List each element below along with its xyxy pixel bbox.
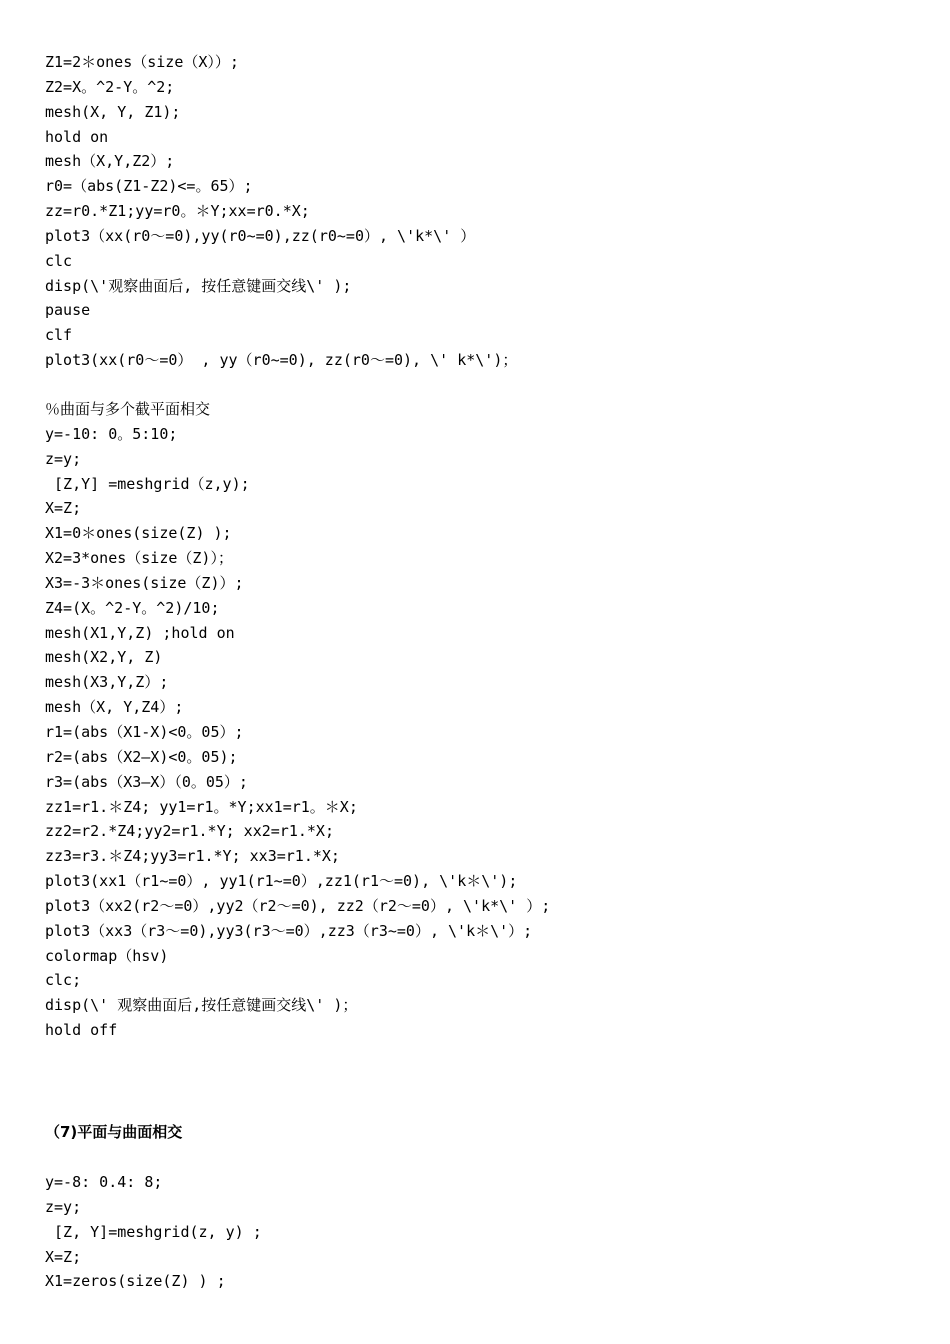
code-line: ％曲面与多个截平面相交	[45, 400, 211, 418]
code-line: y=-10: 0。5:10;	[45, 424, 178, 443]
section-heading: （7)平面与曲面相交	[45, 1123, 183, 1141]
code-line: plot3（xx2(r2～=0）,yy2（r2～=0), zz2（r2～=0）, \'k*\' ）;	[45, 896, 551, 915]
code-line: Z1=2＊ones（size（X））;	[45, 53, 239, 71]
code-line: Z4=(X。^2-Y。^2)/10;	[45, 598, 220, 617]
code-line: mesh(X3,Y,Z）;	[45, 673, 169, 692]
code-line: mesh(X2,Y, Z)	[45, 648, 163, 667]
code-line: [Z,Y] =meshgrid（z,y);	[45, 474, 250, 493]
code-line: zz3=r3.＊Z4;yy3=r1.*Y; xx3=r1.*X;	[45, 847, 340, 866]
code-line: z=y;	[45, 1197, 82, 1216]
code-line: clc;	[45, 971, 82, 990]
code-line: zz=r0.*Z1;yy=r0。＊Y;xx=r0.*X;	[45, 202, 310, 221]
code-line: r3=(abs（X3—X）（0。05）;	[45, 772, 248, 791]
code-line: hold on	[45, 127, 109, 146]
code-line: y=-8: 0.4: 8;	[45, 1173, 163, 1191]
code-line: r2=(abs（X2—X)<0。05);	[45, 747, 238, 766]
code-line: X1=0＊ones(size(Z) );	[45, 524, 232, 543]
code-line: r1=(abs（X1-X)<0。05）;	[45, 722, 244, 741]
code-line: zz2=r2.*Z4;yy2=r1.*Y; xx2=r1.*X;	[45, 822, 334, 841]
code-line: X1=zeros(size(Z) ) ;	[45, 1272, 226, 1291]
code-line: disp(\' 观察曲面后,按任意键画交线\' )；	[45, 996, 358, 1015]
code-line: hold off	[45, 1021, 118, 1040]
code-line: disp(\'观察曲面后, 按任意键画交线\' );	[45, 276, 352, 295]
code-block-multiple-section-planes	[45, 397, 550, 1043]
code-line: pause	[45, 301, 91, 320]
code-block-plane-surface-intersection	[45, 1170, 262, 1294]
code-line: colormap（hsv)	[45, 946, 169, 965]
code-line: Z2=X。^2-Y。^2;	[45, 77, 175, 96]
code-line: [Z, Y]=meshgrid(z, y) ;	[45, 1222, 262, 1241]
code-line: clf	[45, 326, 73, 345]
code-line: X=Z;	[45, 1247, 82, 1266]
code-line: mesh（X,Y,Z2）;	[45, 152, 175, 171]
code-line: r0=（abs(Z1-Z2)<=。65）;	[45, 177, 253, 196]
code-line: mesh(X, Y, Z1);	[45, 102, 181, 121]
code-line: X2=3*ones（size（Z)）；	[45, 549, 233, 568]
code-line: z=y;	[45, 449, 82, 468]
code-line: X=Z;	[45, 499, 82, 518]
code-line: zz1=r1.＊Z4; yy1=r1。*Y;xx1=r1。＊X;	[45, 797, 358, 816]
code-line: clc	[45, 251, 73, 270]
code-line: plot3(xx(r0～=0） , yy（r0~=0), zz(r0～=0), \' k*\')；	[45, 351, 518, 370]
code-line: X3=-3＊ones(size（Z)）;	[45, 573, 244, 592]
code-line: mesh(X1,Y,Z) ;hold on	[45, 623, 235, 642]
code-block-surface-intersection	[45, 50, 517, 373]
code-line: mesh（X, Y,Z4）;	[45, 698, 184, 717]
code-line: plot3（xx3（r3～=0),yy3(r3～=0）,zz3（r3~=0）, \'k＊\'）;	[45, 921, 533, 940]
code-line: plot3（xx(r0～=0),yy(r0~=0),zz(r0~=0）, \'k*\' ）	[45, 226, 476, 245]
code-line: plot3(xx1（r1~=0）, yy1(r1~=0）,zz1(r1～=0), \'k＊\');	[45, 872, 518, 891]
